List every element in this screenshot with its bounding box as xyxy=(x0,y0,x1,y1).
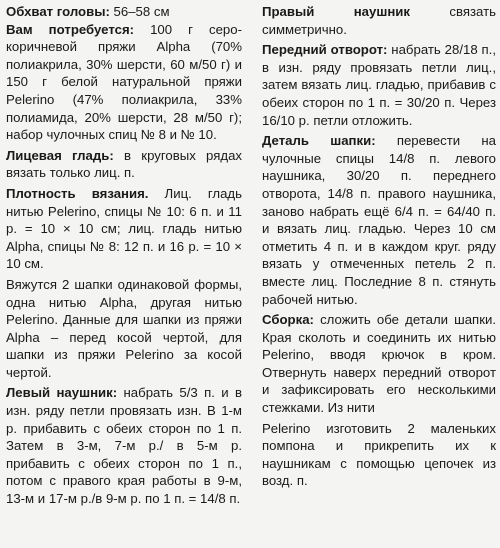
left-column xyxy=(6,3,242,508)
assembly-heading: Сборка: xyxy=(262,312,314,328)
hat-body xyxy=(262,132,496,308)
stockinette-heading: Лицевая гладь: xyxy=(6,147,114,163)
head-circumference-text: 56–58 см xyxy=(109,4,170,19)
pompoms-text: Pelerino изготовить 2 маленьких помпона и прикрепить их к наушникам с помощью цепочек из возд. п. xyxy=(262,420,496,489)
pompoms xyxy=(262,420,496,490)
front-cuff-heading: Передний отворот: xyxy=(262,42,388,58)
front-cuff xyxy=(262,41,496,129)
right-earflap-text: связать симметрично. xyxy=(262,4,496,37)
gauge-text: Лиц. гладь нитью Pelerino, спицы № 10: 6 п. и 11 р. = 10 × 10 см; лиц. гладь нитью Alpha, спицы № 8: 12 п. и 16 р. = 10 × 10 см. xyxy=(6,185,242,272)
assembly xyxy=(262,311,496,417)
assembly-text: сложить обе детали шапки. Края сколоть и соединить их нитью Pelerino, вводя крючок в кром. Отвернуть наверх передний отворот и зафиксировать его несколькими стежками. Из нити xyxy=(262,312,496,416)
right-column xyxy=(262,3,496,490)
left-earflap-heading: Левый наушник: xyxy=(6,385,118,401)
gauge xyxy=(6,185,242,273)
intro-note xyxy=(6,276,242,382)
materials-text: 100 г серо-коричневой пряжи Alpha (70% полиакрила, 30% шерсти, 60 м/50 г) и 150 г белой натуральной пряжи Pelerino (47% полиакрила, 33% полиамида, 20% шерсти, 28 м/50 г); набор чулочных спиц № 8 и № 10. xyxy=(6,21,242,143)
right-earflap-heading: Правый наушник xyxy=(262,4,411,19)
stockinette-text: в круговых рядах вязать только лиц. п. xyxy=(6,147,242,181)
left-earflap-text: набрать 5/3 п. и в изн. ряду петли провязать изн. В 1-м р. прибавить с обеих сторон по 1 п. Затем в 3-м, 7-м р./ в 5-м р. прибавить с обеих сторон по 1 п., потом с правого края работы в 9-м, 13-м и 17-м р./в 9-м р. по 1 п. = 14/8 п. xyxy=(6,385,242,507)
hat-body-text: перевести на чулочные спицы 14/8 п. левого наушника, 30/20 п. переднего отворота, 14/8 п. правого наушника, заново набрать ещё 6/4 п. = 64/40 п. и вязать лиц. гладью. Через 10 см отметить 4 п. и в каждом круг. ряду вязать у отмеченных петель 2 п. вместе лиц. Последние 8 п. стянуть рабочей нитью. xyxy=(262,133,496,307)
head-circumference-heading: Обхват головы: xyxy=(6,4,110,19)
materials-heading: Вам потребуется: xyxy=(6,21,135,37)
stockinette xyxy=(6,147,242,182)
left-earflap xyxy=(6,384,242,507)
hat-body-heading: Деталь шапки: xyxy=(262,133,376,149)
intro-note-text: Вяжутся 2 шапки одинаковой формы, одна нитью Alpha, другая нитью Pelerino. Данные для шапки из пряжи Alpha – перед косой чертой, для шапки из пряжи Pelerino за косой чертой. xyxy=(6,276,242,380)
front-cuff-text: набрать 28/18 п., в изн. ряду провязать петли лиц., затем вязать лиц. гладью, прибавив с обеих сторон по 1 п. = 30/20 п. Через 16/10 р. петли отложить. xyxy=(262,42,496,128)
gauge-heading: Плотность вязания. xyxy=(6,185,149,201)
right-earflap xyxy=(262,3,496,38)
head-circumference xyxy=(6,3,242,21)
materials xyxy=(6,21,242,144)
